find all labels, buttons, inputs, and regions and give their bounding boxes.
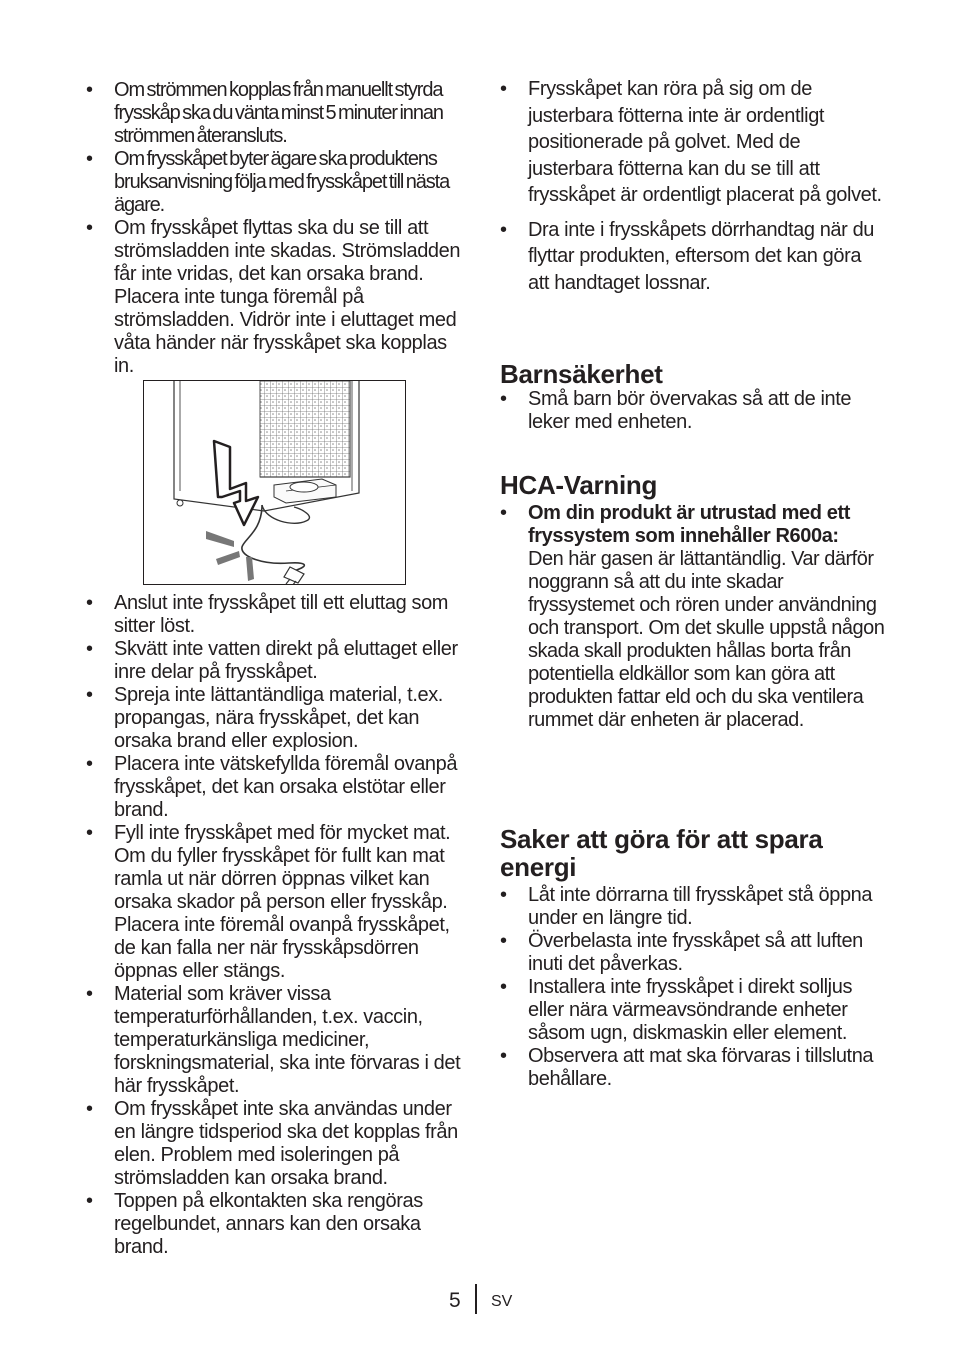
list-item: • Om frysskåpet flyttas ska du se till att strömsladden inte skadas. Strömsladden får inte vridas, det kan orsaka brand. Placera inte tunga föremål på strömsladden. Vidrör inte i eluttaget med våta händer när frysskåpet ska kopplas in. [86,217,470,378]
hca-bold-text: • Om din produkt är utrustad med ett fryssystem som innehåller R600a: [528,502,850,547]
list-item: • Små barn bör övervakas så att de inte leker med enheten. [500,388,885,434]
list-item: • Om frysskåpet inte ska användas under en längre tidsperiod ska det kopplas från elen. Problem med isoleringen på strömsladden kan orsaka brand. [86,1098,470,1190]
page-number: 5 [449,1289,461,1312]
list-item: • Toppen på elkontakten ska rengöras regelbundet, annars kan den orsaka brand. [86,1190,470,1259]
list-item: • Överbelasta inte frysskåpet så att luften inuti det påverkas. [500,930,885,976]
left-list-top [86,79,470,378]
fridge-back-power-cord-illustration [143,380,406,585]
energy-list [500,884,885,1091]
hca-list [500,502,885,732]
list-item [500,502,885,732]
list-item: • Om frysskåpet byter ägare ska produktens bruksanvisning följa med frysskåpet till nästa ägare. [86,148,470,217]
footer-divider [475,1284,477,1314]
list-item: • Låt inte dörrarna till frysskåpet stå öppna under en längre tid. [500,884,885,930]
section-heading-hca-warning: HCA-Varning [500,470,658,500]
section-heading-child-safety: Barnsäkerhet [500,359,663,389]
list-item: • Placera inte vätskefyllda föremål ovanpå frysskåpet, det kan orsaka elstötar eller brand. [86,753,470,822]
list-item: • Anslut inte frysskåpet till ett eluttag som sitter löst. [86,592,470,638]
list-item: • Om strömmen kopplas från manuellt styrda frysskåp ska du vänta minst 5 minuter innan strömmen återansluts. [86,79,470,148]
list-item: • Dra inte i frysskåpets dörrhandtag när du flyttar produkten, eftersom det kan göra att handtaget lossnar. [500,217,885,297]
list-item: • Spreja inte lättantändliga material, t.ex. propangas, nära frysskåpet, det kan orsaka brand eller explosion. [86,684,470,753]
list-item: • Installera inte frysskåpet i direkt solljus eller nära värmeavsöndrande enheter såsom ugn, diskmaskin eller element. [500,976,885,1045]
list-item: • Skvätt inte vatten direkt på eluttaget eller inre delar på frysskåpet. [86,638,470,684]
lightning-bolt-icon [210,439,262,529]
hca-body-text: Den här gasen är lättantändlig. Var därför noggrann så att du inte skadar fryssystemet och rören under användning och transport. Om det skulle uppstå någon skada skall produkten hållas borta från potentiella eldkällor som kan göra att produkten fattar eld och du ska ventilera rummet där enheten är placerad. [528,548,885,731]
list-item: • Fyll inte frysskåpet med för mycket mat. Om du fyller frysskåpet för fullt kan mat ramla ut när dörren öppnas vilket kan orsaka skador på person eller frysskåp. Placera inte föremål ovanpå frysskåpet, de kan falla ner när frysskåpsdörren öppnas eller stängs. [86,822,470,983]
left-list-bottom [86,592,470,1259]
language-code: SV [491,1293,513,1310]
list-item: • Material som kräver vissa temperaturförhållanden, t.ex. vaccin, temperaturkänsliga mediciner, forskningsmaterial, ska inte förvaras i det här frysskåpet. [86,983,470,1098]
right-list-top [500,76,885,304]
list-item: • Observera att mat ska förvaras i tillslutna behållare. [500,1045,885,1091]
section-heading-save-energy: Saker att göra för att spara energi [500,824,823,882]
child-safety-list [500,388,885,434]
list-item: • Frysskåpet kan röra på sig om de justerbara fötterna inte är ordentligt positionerade på golvet. Med de justerbara fötterna kan du se till att frysskåpet är ordentligt placerat på golvet. [500,76,885,209]
